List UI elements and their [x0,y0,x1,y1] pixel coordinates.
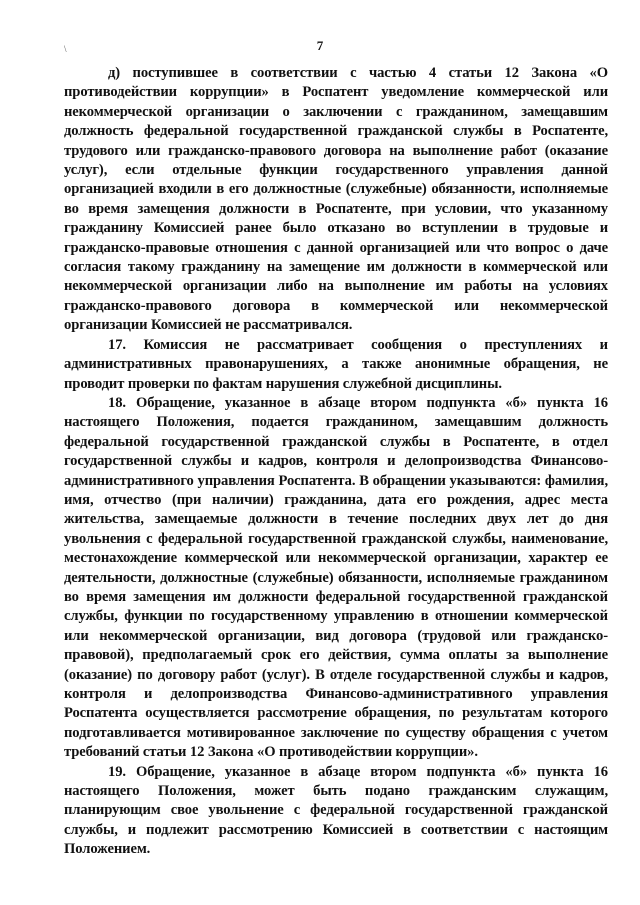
paragraph-17: 17. Комиссия не рассматривает сообщения о преступлениях и административных правонарушениях, а также анонимные обращения, не проводит проверки по фактам нарушения служебной дисциплины. [64,336,608,392]
scan-mark: \ [64,44,67,54]
paragraph-19: 19. Обращение, указанное в абзаце втором подпункта «б» пункта 16 настоящего Положения, может быть подано гражданским служащим, планирующим свое увольнение с федеральной государственной гражданской службы, и подлежит рассмотрению Комиссией в соответствии с настоящим Положением. [64,763,608,858]
paragraph-item-d: д) поступившее в соответствии с частью 4 статьи 12 Закона «О противодействии коррупции» в Роспатент уведомление коммерческой или некоммерческой организации о заключении с гражданином, замещавшим должность федеральной государственной гражданской службы в Роспатенте, трудового или гражданско-правового договора на выполнение работ (оказание услуг), если отдельные функции государственного управления данной организацией входили в его должностные (служебные) обязанности, исполняемые во время замещения должности в Роспатенте, при условии, что указанному гражданину Комиссией ранее было отказано во вступлении в трудовые и гражданско-правовые отношения с данной организацией или что вопрос о даче согласия такому гражданину на замещение им должности в коммерческой или некоммерческой организации либо на выполнение им работы на условиях гражданско-правового договора в коммерческой или некоммерческой организации Комиссией не рассматривался. [64,65,608,334]
document-body [64,64,608,860]
paragraph-18: 18. Обращение, указанное в абзаце втором подпункта «б» пункта 16 настоящего Положения, подается гражданином, замещавшим должность федеральной государственной гражданской службы в Роспатенте, в отдел государственной службы и кадров, контроля и делопроизводства Финансово-административного управления Роспатента. В обращении указываются: фамилия, имя, отчество (при наличии) гражданина, дата его рождения, адрес места жительства, замещаемые должности в течение последних двух лет до дня увольнения с федеральной государственной гражданской службы, наименование, местонахождение коммерческой или некоммерческой организации, характер ее деятельности, должностные (служебные) обязанности, исполняемые гражданином во время замещения им должности федеральной государственной гражданской службы, функции по государственному управлению в отношении коммерческой или некоммерческой организации, вид договора (трудовой или гражданско-правовой), предполагаемый срок его действия, сумма оплаты за выполнение (оказание) по договору работ (услуг). В отделе государственной службы и кадров, контроля и делопроизводства Финансово-административного управления Роспатента осуществляется рассмотрение обращения, по результатам которого подготавливается мотивированное заключение по существу обращения с учетом требований статьи 12 Закона «О противодействии коррупции». [64,394,608,761]
page-number: 7 [316,38,324,53]
